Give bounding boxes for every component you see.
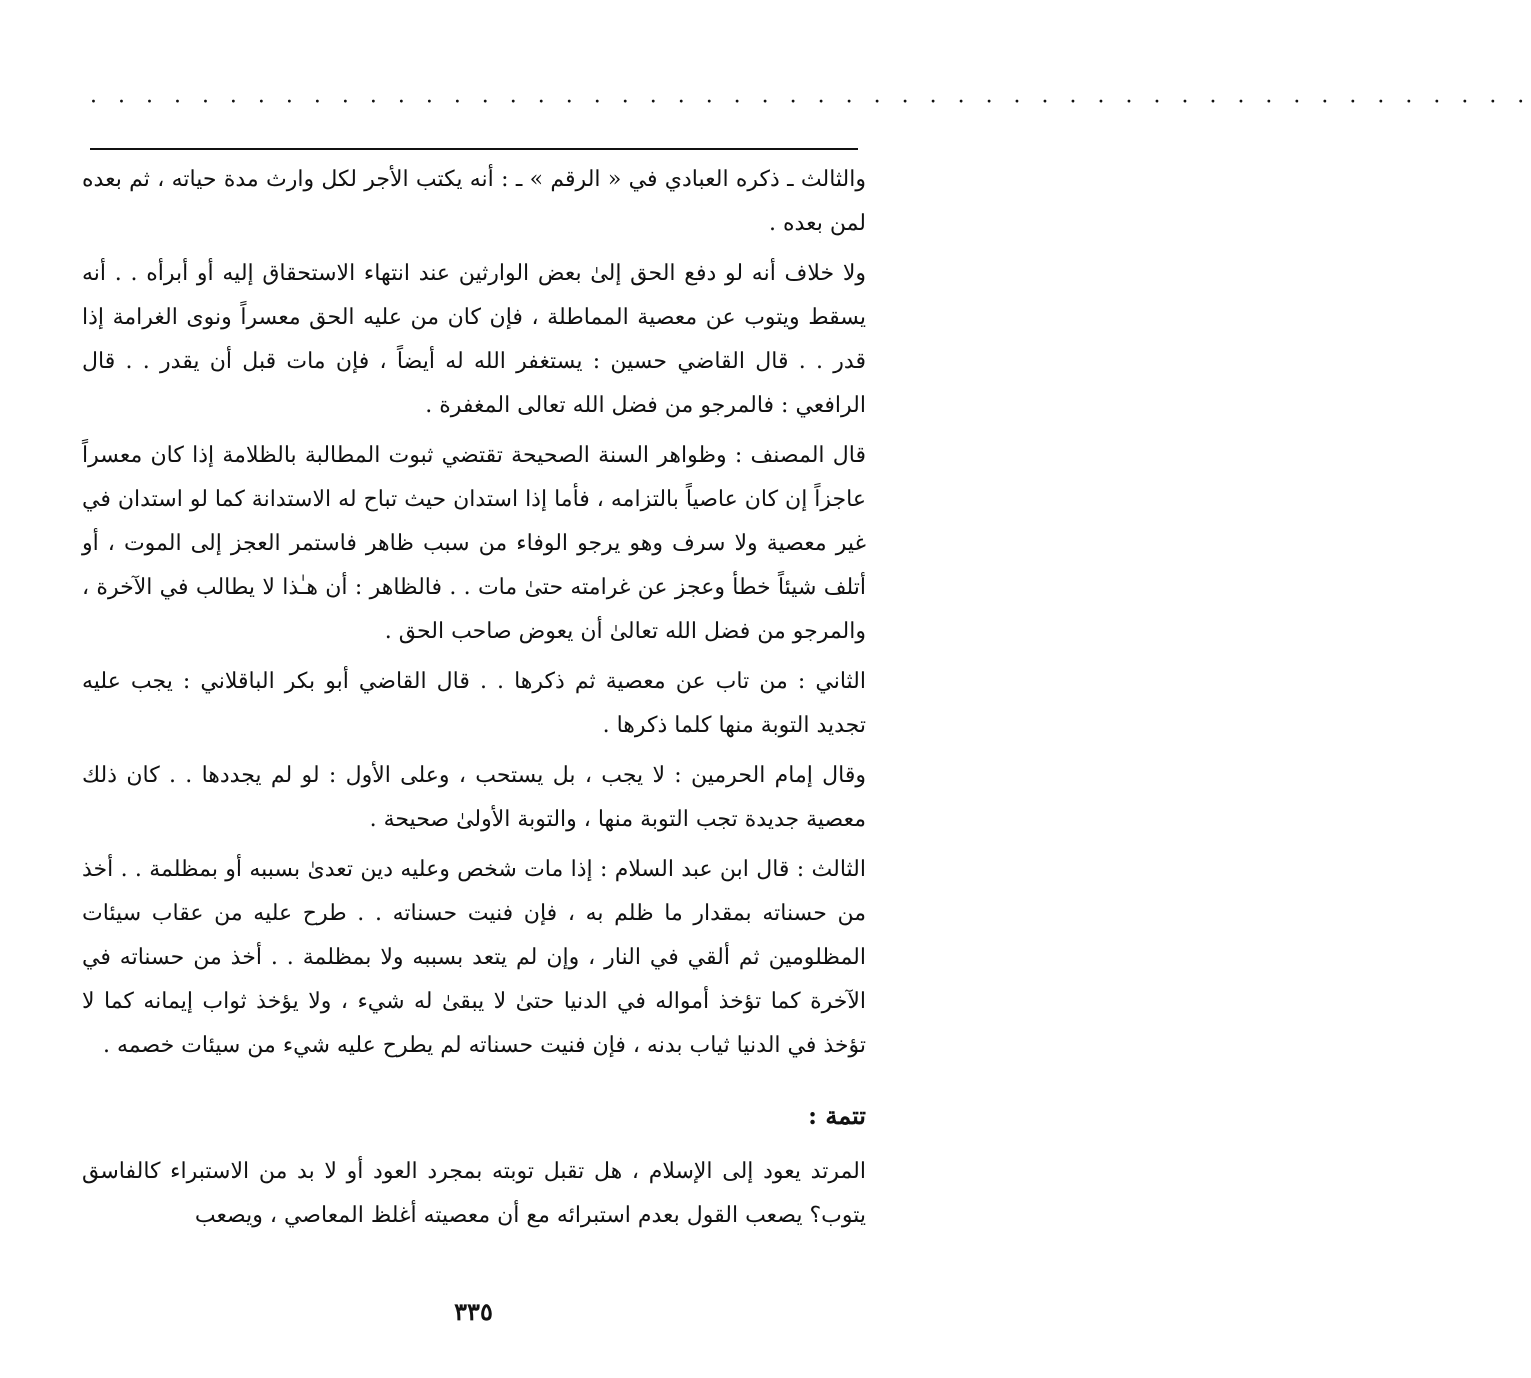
paragraph-4: الثاني : من تاب عن معصية ثم ذكرها . . قال القاضي أبو بكر الباقلاني : يجب عليه تجديد التوبة منها كلما ذكرها . [82,669,866,738]
paragraph-6: الثالث : قال ابن عبد السلام : إذا مات شخص وعليه دين تعدىٰ بسببه أو بمظلمة . . أخذ من حسناته بمقدار ما ظلم به ، فإن فنيت حسناته . . طرح عليه من عقاب سيئات المظلومين ثم ألقي في النار ، وإن لم يتعد بسببه ولا بمظلمة . . أخذ من حسناته في الآخرة كما تؤخذ أمواله في الدنيا حتىٰ لا يبقىٰ له شيء ، ولا يؤخذ ثواب إيمانه كما لا تؤخذ في الدنيا ثياب بدنه ، فإن فنيت حسناته لم يطرح عليه شيء من سيئات خصمه . [82,857,866,1058]
main-text [82,158,866,1238]
section-heading: تتمة : [808,1101,866,1130]
paragraph-1: والثالث ـ ذكره العبادي في « الرقم » ـ : أنه يكتب الأجر لكل وارث مدة حياته ، ثم بعده لمن بعده . [82,167,866,236]
page-number: ٣٣٥ [454,1297,493,1326]
paragraph-3: قال المصنف : وظواهر السنة الصحيحة تقتضي ثبوت المطالبة بالظلامة إذا كان معسراً عاجزاً إن كان عاصياً بالتزامه ، فأما إذا استدان حيث تباح له الاستدانة كما لو استدان في غير معصية ولا سرف وهو يرجو الوفاء من سبب ظاهر فاستمر العجز إلى الموت ، أو أتلف شيئاً خطأ وعجز عن غرامته حتىٰ مات . . فالظاهر : أن هـٰذا لا يطالب في الآخرة ، والمرجو من فضل الله تعالىٰ أن يعوض صاحب الحق . [82,443,866,644]
separator-dots: · · · · · · · · · · · · · · · · · · · · · · · · · · · · · · · · · · · · · · · · · · · · · · · · · · · · [90,90,1531,115]
closing-paragraph: المرتد يعود إلى الإسلام ، هل تقبل توبته بمجرد العود أو لا بد من الاستبراء كالفاسق يتوب؟ يصعب القول بعدم استبرائه مع أن معصيته أغلظ المعاصي ، ويصعب [82,1159,866,1228]
paragraph-2: ولا خلاف أنه لو دفع الحق إلىٰ بعض الوارثين عند انتهاء الاستحقاق إليه أو أبرأه . . أنه يسقط ويتوب عن معصية المماطلة ، فإن كان من عليه الحق معسراً ونوى الغرامة إذا قدر . . قال القاضي حسين : يستغفر الله له أيضاً ، فإن مات قبل أن يقدر . . قال الرافعي : فالمرجو من فضل الله تعالى المغفرة . [82,261,866,418]
paragraph-5: وقال إمام الحرمين : لا يجب ، بل يستحب ، وعلى الأول : لو لم يجددها . . كان ذلك معصية جديدة تجب التوبة منها ، والتوبة الأولىٰ صحيحة . [82,763,866,832]
horizontal-rule [90,148,858,150]
